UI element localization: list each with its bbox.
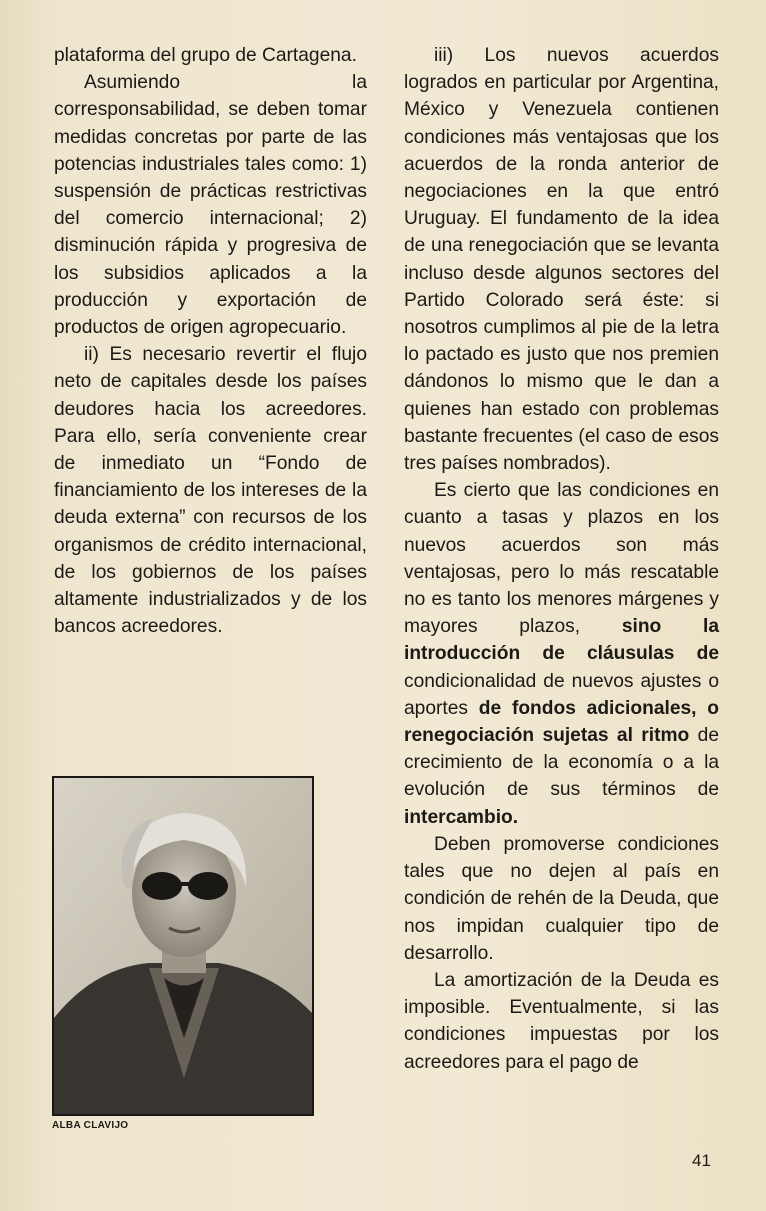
paragraph-6: Deben promoverse condiciones tales que no dejen al país en condición de rehén de la Deuda, que nos impidan cualquier tipo de desarrollo. [404, 833, 719, 964]
photo-block [52, 776, 314, 1131]
paragraph-4: iii) Los nuevos acuerdos logrados en particular por Argentina, México y Venezuela contienen condiciones más ventajosas que los acuerdos de la ronda anterior de negociaciones en la que entró Uruguay. El fundamento de la idea de una renegociación que se levanta incluso desde algunos sectores del Partido Colorado será éste: si nosotros cumplimos al pie de la letra lo pactado es justo que nos premien dándonos lo mismo que le dan a quienes han estado con problemas bastante frecuentes (el caso de esos tres países nombrados). [404, 45, 719, 475]
paragraph-3: ii) Es necesario revertir el flujo neto de capitales desde los países deudores hacia los acreedores. Para ello, sería conveniente crear de inmediato un “Fondo de financiamiento de los intereses de la deuda externa” con recursos de los organismos de crédito internacional, de los gobiernos de los países altamente industrializados y de los bancos acreedores. [54, 344, 367, 638]
paragraph-1: plataforma del grupo de Cartagena. [54, 45, 357, 66]
paragraph-5 [404, 477, 719, 831]
paragraph-7: La amortización de la Deuda es imposible. Eventualmente, si las condiciones impuestas por los acreedores para el pago de [404, 969, 719, 1073]
left-column [54, 42, 367, 640]
paragraph-5-bold-2: de fondos adicionales, o renegociación sujetas al ritmo [404, 697, 719, 747]
paragraph-2: Asumiendo la corresponsabilidad, se deben tomar medidas concretas por parte de las potencias industriales tales como: 1) suspensión de prácticas restrictivas del comercio internacional; 2) disminución rápida y progresiva de los subsidios aplicados a la producción y exportación de productos de origen agropecuario. [54, 72, 367, 339]
paragraph-5-part-1: Es cierto que las condiciones en cuanto a tasas y plazos en los nuevos acuerdos son más ventajosas, pero lo más rescatable no es tanto los menores márgenes y mayores plazos, [404, 480, 719, 638]
portrait-photo [52, 776, 314, 1116]
paragraph-5-bold-3: intercambio. [404, 806, 519, 828]
paragraph-5-part-3: de crecimiento de la economía o a la evolución de sus términos de [404, 725, 719, 801]
paragraph-5-part-2: condicionalidad de nuevos ajustes o aportes [404, 670, 719, 719]
portrait-image [54, 778, 312, 1114]
right-column [404, 42, 719, 1076]
paragraph-5-bold-1: sino la introducción de cláusulas de [404, 616, 719, 665]
page-number: 41 [692, 1151, 711, 1170]
photo-caption: ALBA CLAVIJO [52, 1120, 129, 1131]
